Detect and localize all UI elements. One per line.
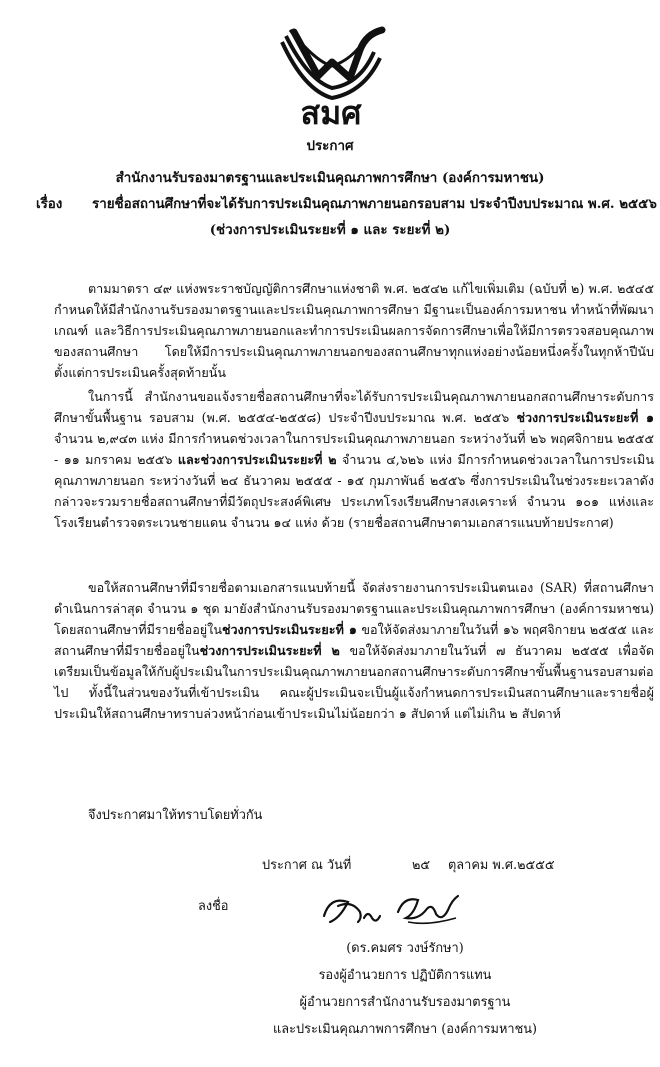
subject-subtitle: (ช่วงการประเมินระยะที่ ๑ และ ระยะที่ ๒) <box>209 222 451 238</box>
date-prefix: ประกาศ ณ วันที่ <box>262 858 352 873</box>
signature-label: ลงชื่อ <box>198 899 229 914</box>
signatory-title-3: และประเมินคุณภาพการศึกษา (องค์การมหาชน) <box>272 1022 538 1037</box>
subject-label: เรื่อง <box>36 196 63 212</box>
handwritten-signature <box>318 888 468 932</box>
paragraph-3-text-a: ขอให้สถานศึกษาที่มีรายชื่อตามเอกสารแนบท้ายนี้ จัดส่งรายงานการประเมินตนเอง (SAR) ที่สถานศึกษาดำเนินการล่าสุด จำนวน ๑ ชุด มายังสำนักงานรับรองมาตรฐานและประเมินคุณภาพการศึกษา (องค์การมหาชน) โดยสถานศึกษาที่มีรายชื่ออยู่ใน <box>54 580 654 637</box>
paragraph-3 <box>54 577 654 724</box>
closing-notice: จึงประกาศมาให้ทราบโดยทั่วกัน <box>88 808 263 823</box>
paragraph-3-text-e: ขอให้จัดส่งมาภายในวันที่ ๗ ธันวาคม ๒๕๕๕ เพื่อจัดเตรียมเป็นข้อมูลให้กับผู้ประเมินในการประเมินคุณภาพภายนอกสถานศึกษาระดับการศึกษาขั้นพื้นฐานรอบสามต่อไป ทั้งนี้ในส่วนของวันที่เข้าประเมิน คณะผู้ประเมินจะเป็นผู้แจ้งกำหนดการประเมินสถานศึกษาและรายชื่อผู้ประเมินให้สถานศึกษาทราบล่วงหน้าก่อนเข้าประเมินไม่น้อยกว่า ๑ สัปดาห์ แต่ไม่เกิน ๒ สัปดาห์ <box>54 643 654 721</box>
paragraph-2 <box>54 386 654 533</box>
signatory-block <box>240 935 570 1043</box>
logo-wordmark: สมศ <box>300 94 362 128</box>
date-day: ๒๕ <box>412 858 431 873</box>
paragraph-1 <box>54 278 654 383</box>
announcement-heading: ประกาศ <box>306 138 354 154</box>
phase-2-emphasis: และช่วงการประเมินระยะที่ ๒ <box>177 452 337 467</box>
paragraph-3-text-c: ขอให้จัดส่งมาภายในวันที่ ๑๖ พฤศจิกายน ๒๕๕๕ และสถานศึกษาที่มีรายชื่ออยู่ใน <box>54 622 654 658</box>
date-month-year: ตุลาคม พ.ศ.๒๕๕๕ <box>448 858 555 873</box>
signatory-name: (ดร.คมศร วงษ์รักษา) <box>346 941 464 956</box>
phase-2-deadline-emphasis: ช่วงการประเมินระยะที่ ๒ <box>199 643 340 658</box>
phase-1-deadline-emphasis: ช่วงการประเมินระยะที่ ๑ <box>221 622 357 637</box>
paragraph-1-text: ตามมาตรา ๔๙ แห่งพระราชบัญญัติการศึกษาแห่งชาติ พ.ศ. ๒๕๔๒ แก้ไขเพิ่มเติม (ฉบับที่ ๒) พ.ศ. ๒๕๔๕ กำหนดให้มีสำนักงานรับรองมาตรฐานและประเมินคุณภาพการศึกษา มีฐานะเป็นองค์การมหาชน ทำหน้าที่พัฒนาเกณฑ์ และวิธีการประเมินคุณภาพภายนอกและทำการประเมินผลการจัดการศึกษาเพื่อให้มีการตรวจสอบคุณภาพของสถานศึกษา โดยให้มีการประเมินคุณภาพภายนอกของสถานศึกษาทุกแห่งอย่างน้อยหนึ่งครั้งในทุกห้าปีนับตั้งแต่การประเมินครั้งสุดท้ายนั้น <box>54 281 654 380</box>
onesqa-logo <box>256 18 406 128</box>
paragraph-2-text-a: ในการนี้ สำนักงานขอแจ้งรายชื่อสถานศึกษาที่จะได้รับการประเมินคุณภาพภายนอกสถานศึกษาระดับการศึกษาขั้นพื้นฐาน รอบสาม (พ.ศ. ๒๕๕๔-๒๕๕๘) ประจำปีงบประมาณ พ.ศ. ๒๕๕๖ <box>54 389 654 425</box>
signatory-title-1: รองผู้อำนวยการ ปฏิบัติการแทน <box>318 968 492 983</box>
phase-1-emphasis: ช่วงการประเมินระยะที่ ๑ <box>516 410 654 425</box>
subject-title: รายชื่อสถานศึกษาที่จะได้รับการประเมินคุณภาพภายนอกรอบสาม ประจำปีงบประมาณ พ.ศ. ๒๕๕๖ <box>92 196 657 212</box>
paragraph-2-text-c: จำนวน ๒,๙๔๓ แห่ง มีการกำหนดช่วงเวลาในการประเมินคุณภาพภายนอก ระหว่างวันที่ ๒๖ พฤศจิกายน ๒๕๕๕ - ๑๑ มกราคม ๒๕๕๖ <box>54 431 654 467</box>
organization-name: สำนักงานรับรองมาตรฐานและประเมินคุณภาพการศึกษา (องค์การมหาชน) <box>115 170 545 186</box>
signatory-title-2: ผู้อำนวยการสำนักงานรับรองมาตรฐาน <box>299 995 511 1010</box>
paragraph-2-text-e: จำนวน ๔,๖๒๖ แห่ง มีการกำหนดช่วงเวลาในการประเมินคุณภาพภายนอก ระหว่างวันที่ ๒๔ ธันวาคม ๒๕๕๕ - ๑๕ กุมภาพันธ์ ๒๕๕๖ ซึ่งการประเมินในช่วงระยะเวลาดังกล่าวจะรวมรายชื่อสถานศึกษาที่มีวัตถุประสงค์พิเศษ ประเภทโรงเรียนศึกษาสงเคราะห์ จำนวน ๑๐๑ แห่งและโรงเรียนตำรวจตระเวนชายแดน จำนวน ๑๔ แห่ง ด้วย (รายชื่อสถานศึกษาตามเอกสารแนบท้ายประกาศ) <box>54 452 654 530</box>
